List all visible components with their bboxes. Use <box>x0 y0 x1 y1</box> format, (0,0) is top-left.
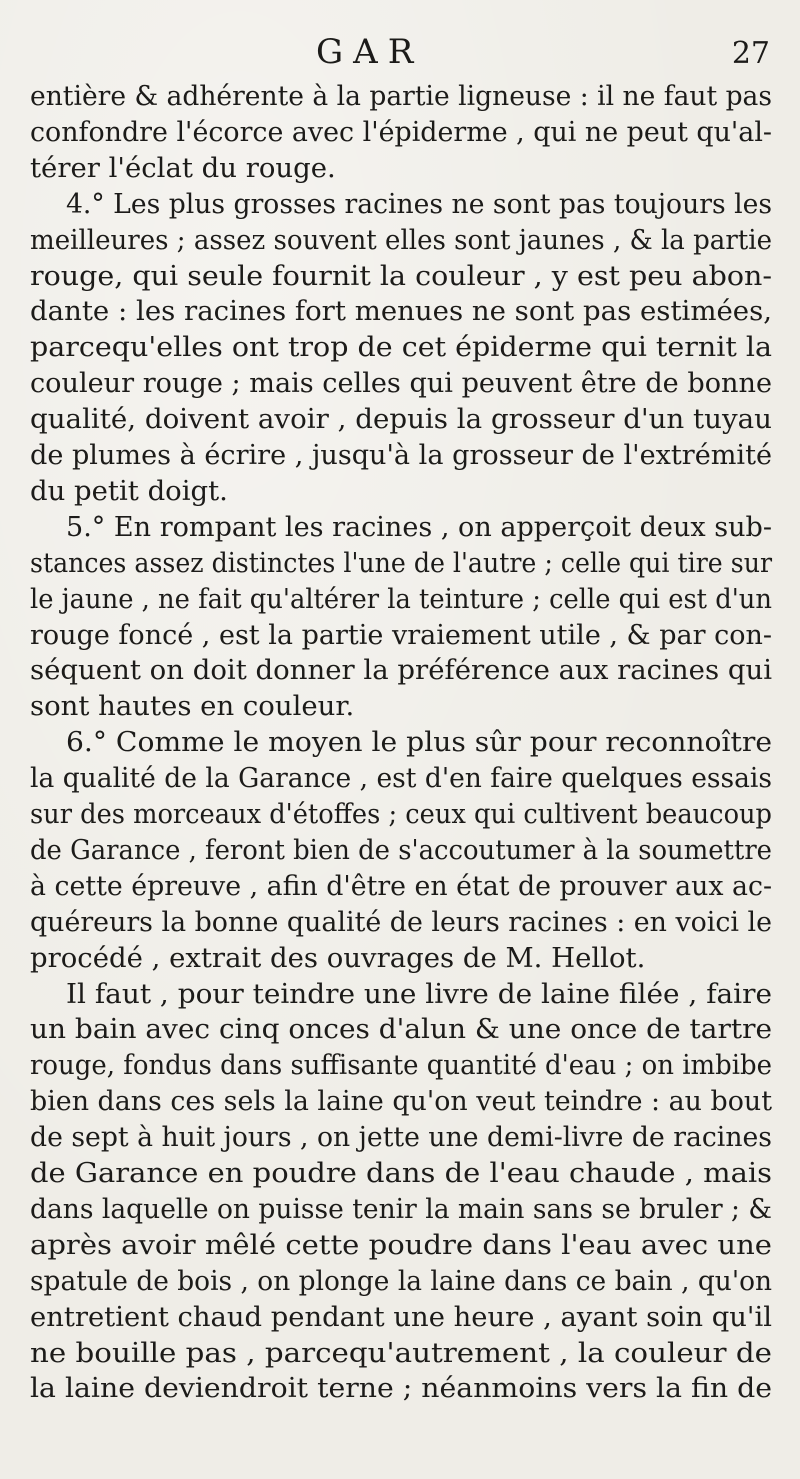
running-title: GAR <box>316 32 424 72</box>
text-line: 5.° En rompant les racines , on apperçoit deux sub- <box>66 510 772 543</box>
text-line: couleur rouge ; mais celles qui peuvent être de bonne <box>30 367 772 400</box>
text-line: confondre l'écorce avec l'épiderme , qui ne peut qu'al- <box>30 115 772 148</box>
text-line: entière & adhérente à la partie ligneuse : il ne faut pas <box>30 80 772 112</box>
text-line: séquent on doit donner la préférence aux racines qui <box>30 654 772 687</box>
text-line: ne bouille pas , parcequ'autrement , la couleur de <box>30 1336 772 1369</box>
text-line: un bain avec cinq onces d'alun & une once de tartre <box>30 1013 772 1046</box>
text-line: sur des morceaux d'étoffes ; ceux qui cultivent beaucoup <box>30 798 772 830</box>
text-line: la laine deviendroit terne ; néanmoins vers la fin de <box>30 1372 772 1405</box>
text-line: parcequ'elles ont trop de cet épiderme qui ternit la <box>30 331 772 364</box>
text-line: de Garance , feront bien de s'accoutumer à la soumettre <box>30 833 772 866</box>
text-line: 4.° Les plus grosses racines ne sont pas toujours les <box>66 187 772 220</box>
text-line: rouge foncé , est la partie vraiement utile , & par con- <box>30 618 772 651</box>
text-line: du petit doigt. <box>30 474 228 507</box>
text-line: Il faut , pour teindre une livre de laine filée , faire <box>66 977 773 1010</box>
text-line: qualité, doivent avoir , depuis la grosseur d'un tuyau <box>30 403 772 436</box>
text-line: rouge, qui seule fournit la couleur , y est peu abon- <box>30 259 772 292</box>
text-line: le jaune , ne fait qu'altérer la teinture ; celle qui est d'un <box>30 582 772 615</box>
page-number: 27 <box>731 36 770 71</box>
text-line: dans laquelle on puisse tenir la main sans se bruler ; & <box>30 1192 772 1225</box>
text-line: rouge, fondus dans suffisante quantité d'eau ; on imbibe <box>30 1049 772 1082</box>
text-line: sont hautes en couleur. <box>30 690 355 723</box>
text-line: bien dans ces sels la laine qu'on veut teindre : au bout <box>30 1085 772 1118</box>
text-line: térer l'éclat du rouge. <box>30 151 336 184</box>
text-line: de plumes à écrire , jusqu'à la grosseur de l'extrémité <box>30 439 772 471</box>
text-line: dante : les racines fort menues ne sont pas estimées, <box>30 295 772 328</box>
page-header <box>0 30 800 74</box>
text-line: spatule de bois , on plonge la laine dans ce bain , qu'on <box>30 1264 772 1297</box>
text-line: à cette épreuve , afin d'être en état de prouver aux ac- <box>30 869 772 902</box>
text-line: procédé , extrait des ouvrages de M. Hellot. <box>30 941 646 974</box>
text-line: stances assez distinctes l'une de l'autre ; celle qui tire sur <box>30 546 772 579</box>
text-line: quéreurs la bonne qualité de leurs racines : en voici le <box>30 905 772 938</box>
text-line: 6.° Comme le moyen le plus sûr pour reconnoître <box>66 726 772 759</box>
text-line: la qualité de la Garance , est d'en faire quelques essais <box>30 762 772 795</box>
text-line: de Garance en poudre dans de l'eau chaude , mais <box>30 1157 772 1189</box>
text-line: entretient chaud pendant une heure , ayant soin qu'il <box>30 1300 772 1333</box>
text-line: après avoir mêlé cette poudre dans l'eau avec une <box>30 1228 772 1261</box>
text-line: de sept à huit jours , on jette une demi-livre de racines <box>30 1121 772 1154</box>
text-line: meilleures ; assez souvent elles sont jaunes , & la partie <box>30 223 772 256</box>
